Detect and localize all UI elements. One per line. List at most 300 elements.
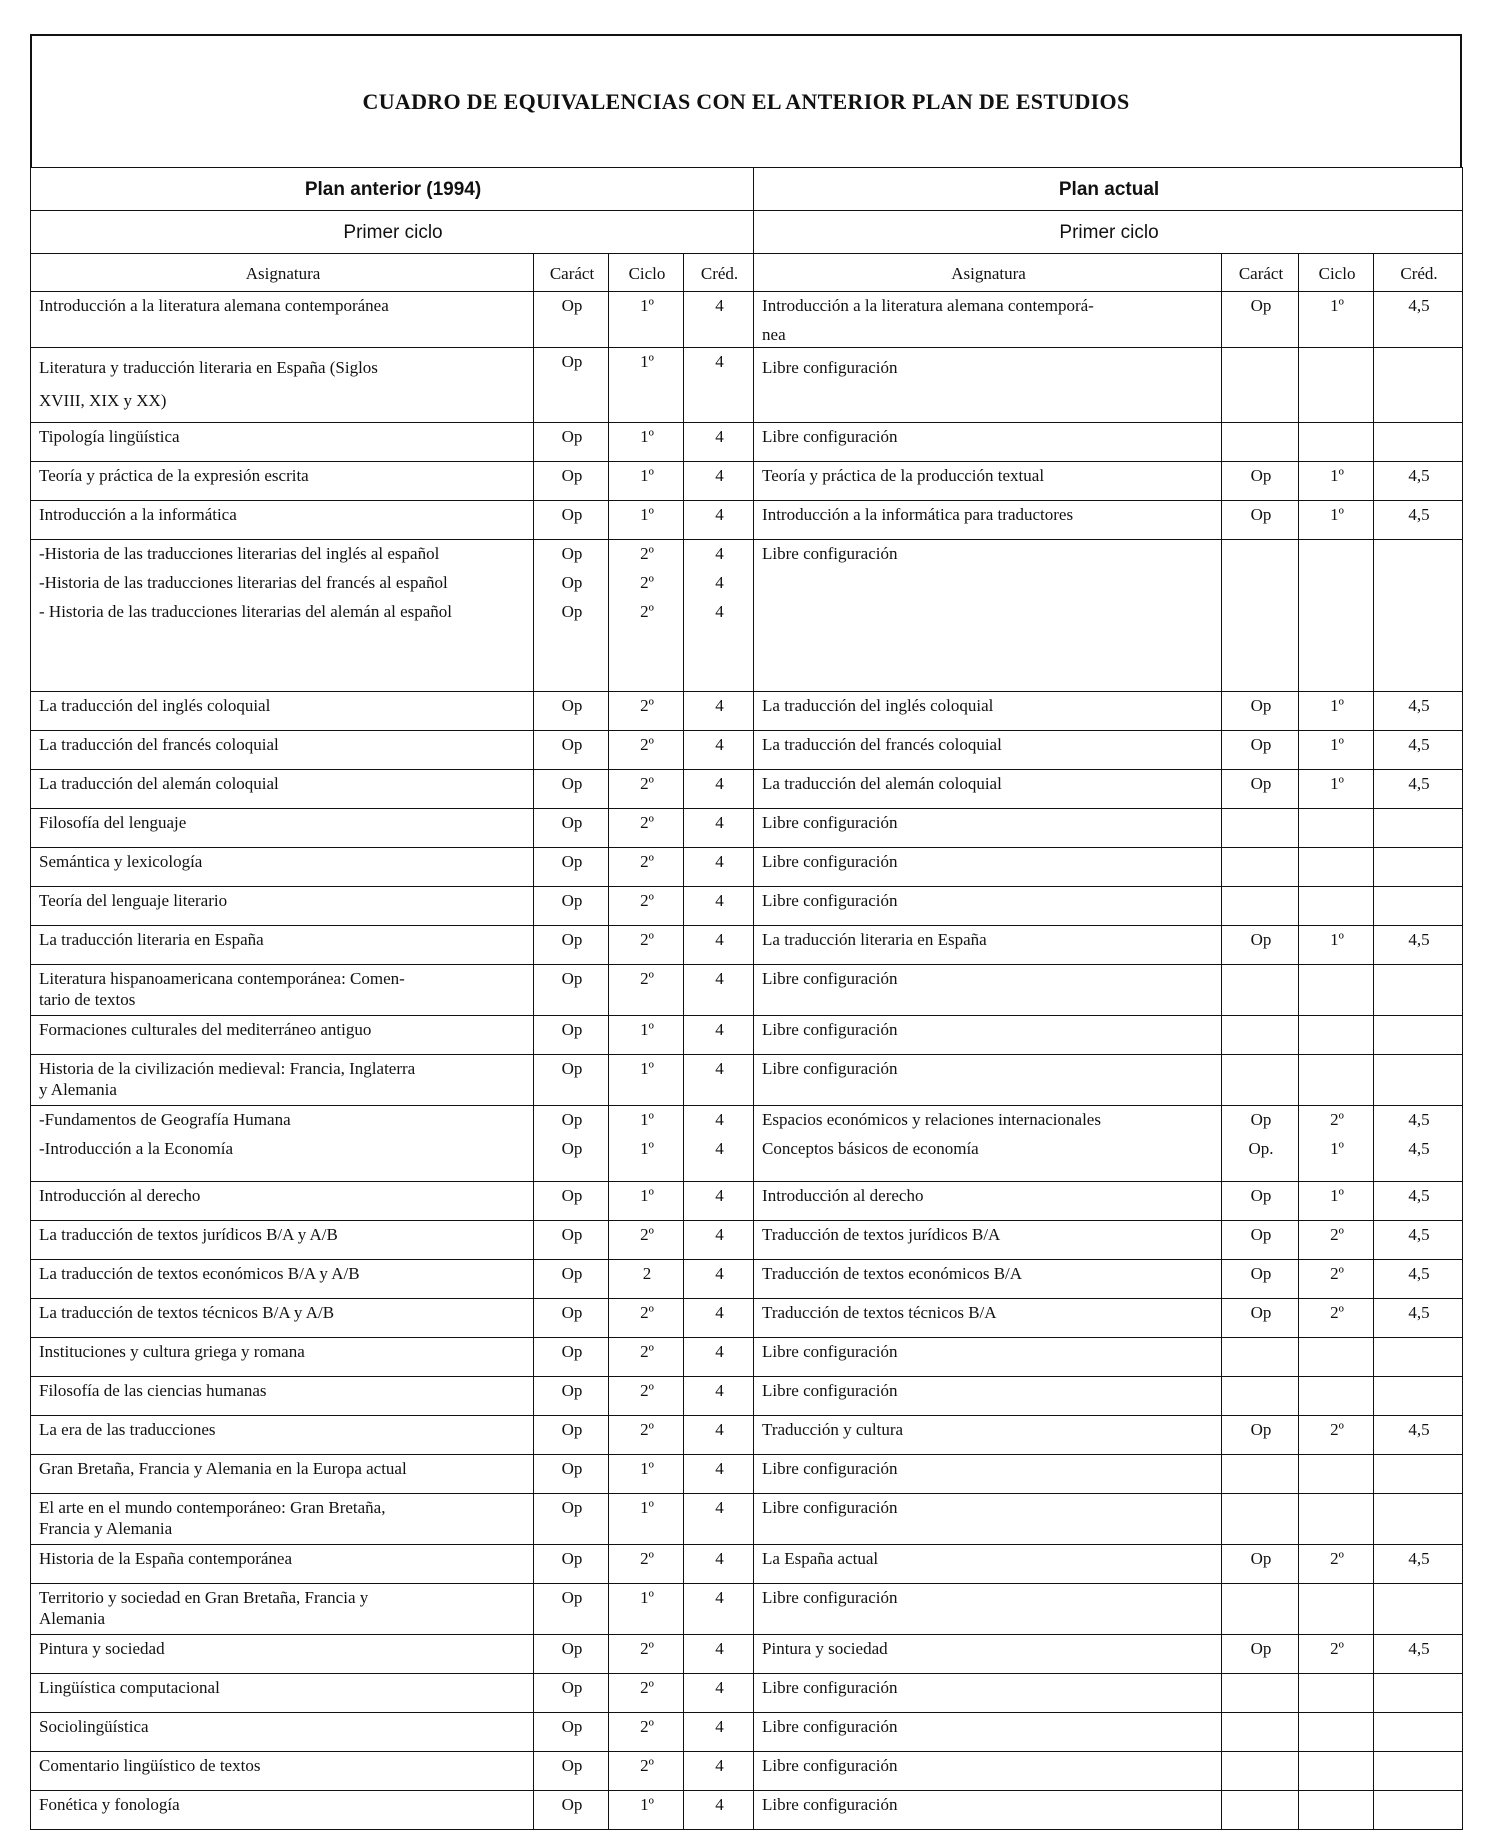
cred-old-cell xyxy=(684,1055,754,1106)
subject-old-text: Instituciones y cultura griega y romana xyxy=(39,1342,305,1361)
ciclo-old-text: 1º xyxy=(640,1139,654,1158)
ciclo-new-text: 1º xyxy=(1330,774,1344,793)
table-row xyxy=(31,1338,1463,1377)
cred-new-text: 4,5 xyxy=(1408,1639,1430,1658)
caract-old-cell xyxy=(534,423,609,462)
caract-new-cell xyxy=(1222,1635,1299,1674)
subject-new-cell xyxy=(754,348,1222,423)
cred-old-cell xyxy=(684,423,754,462)
title-box xyxy=(30,34,1462,167)
subject-new-text: Libre configuración xyxy=(762,969,898,988)
line-gap xyxy=(692,564,747,572)
ciclo-new-cell xyxy=(1299,1221,1374,1260)
caract-new-text: Op xyxy=(1250,1186,1272,1205)
cred-new-text: 4,5 xyxy=(1408,1549,1430,1568)
caract-new-text: Op xyxy=(1250,505,1272,524)
cred-old-text: 4 xyxy=(715,1059,724,1078)
caract-new-cell xyxy=(1222,1260,1299,1299)
cred-new-cell xyxy=(1374,1299,1463,1338)
subject-new-text: La España actual xyxy=(762,1549,879,1568)
ciclo-old-text: 1º xyxy=(640,427,654,446)
caract-old-text: Op xyxy=(561,1459,583,1478)
table-row xyxy=(31,1416,1463,1455)
ciclo-old-cell xyxy=(609,1338,684,1377)
subject-old-text: El arte en el mundo contemporáneo: Gran Bretaña, xyxy=(39,1498,386,1517)
caract-new-text: Op xyxy=(1250,296,1272,315)
caract-old-cell xyxy=(534,1377,609,1416)
ciclo-new-text: 1º xyxy=(1330,735,1344,754)
caract-old-cell xyxy=(534,731,609,770)
cred-old-text: 4 xyxy=(715,1678,724,1697)
table-row xyxy=(31,1377,1463,1416)
subject-old-text: -Historia de las traducciones literarias del francés al español xyxy=(39,573,448,592)
ciclo-new-cell xyxy=(1299,692,1374,731)
subject-new-text: Libre configuración xyxy=(762,1342,898,1361)
caract-old-text: Op xyxy=(561,735,583,754)
cred-new-text: 4,5 xyxy=(1408,1225,1430,1244)
caract-old-cell xyxy=(534,692,609,731)
cred-old-cell xyxy=(684,1752,754,1791)
cred-old-cell xyxy=(684,770,754,809)
cred-new-cell xyxy=(1374,965,1463,1016)
cred-new-text: 4,5 xyxy=(1408,1420,1430,1439)
caract-old-text: Op xyxy=(561,1110,583,1129)
subject-new-cell xyxy=(754,1377,1222,1416)
table-row xyxy=(31,1791,1463,1830)
ciclo-old-text: 2 xyxy=(642,1264,652,1283)
subject-new-text: Libre configuración xyxy=(762,1498,898,1517)
subject-old-text: Comentario lingüístico de textos xyxy=(39,1756,261,1775)
ciclo-old-text: 2º xyxy=(640,602,654,621)
cycle-new-header: Primer ciclo xyxy=(754,211,1463,254)
subject-old-cell xyxy=(31,1016,534,1055)
cred-new-text: 4,5 xyxy=(1408,1303,1430,1322)
ciclo-new-cell xyxy=(1299,540,1374,692)
subject-old-cell xyxy=(31,692,534,731)
caract-old-text: Op xyxy=(561,1588,583,1607)
subject-new-cell xyxy=(754,1584,1222,1635)
subject-old-text: Historia de la España contemporánea xyxy=(39,1549,293,1568)
subject-old-text: Historia de la civilización medieval: Francia, Inglaterra xyxy=(39,1059,416,1078)
subject-new-cell xyxy=(754,1713,1222,1752)
caract-old-text: Op xyxy=(561,1756,583,1775)
caract-new-cell xyxy=(1222,540,1299,692)
subject-new-cell xyxy=(754,1260,1222,1299)
cred-new-text: 4,5 xyxy=(1408,930,1430,949)
ciclo-new-cell xyxy=(1299,292,1374,348)
table-row xyxy=(31,770,1463,809)
ciclo-old-text: 2º xyxy=(640,1420,654,1439)
ciclo-old-text: 1º xyxy=(640,1588,654,1607)
subject-old-cell xyxy=(31,462,534,501)
line-gap xyxy=(762,1130,1215,1138)
cred-old-text: 4 xyxy=(715,1756,724,1775)
caract-new-cell xyxy=(1222,1494,1299,1545)
cred-old-cell xyxy=(684,1494,754,1545)
subject-old-text: Teoría del lenguaje literario xyxy=(39,891,228,910)
ciclo-new-text: 1º xyxy=(1330,930,1344,949)
cred-new-cell xyxy=(1374,731,1463,770)
caract-old-cell xyxy=(534,501,609,540)
cred-old-text: 4 xyxy=(715,1186,724,1205)
subject-old-cell xyxy=(31,1674,534,1713)
caract-new-cell xyxy=(1222,770,1299,809)
subject-old-cell xyxy=(31,1260,534,1299)
ciclo-new-cell xyxy=(1299,1674,1374,1713)
ciclo-old-cell xyxy=(609,848,684,887)
caract-new-cell xyxy=(1222,809,1299,848)
ciclo-new-cell xyxy=(1299,1377,1374,1416)
caract-old-cell xyxy=(534,1635,609,1674)
cred-new-cell xyxy=(1374,887,1463,926)
cred-old-cell xyxy=(684,1016,754,1055)
ciclo-old-cell xyxy=(609,1713,684,1752)
subject-new-text: Teoría y práctica de la producción textual xyxy=(762,466,1045,485)
cred-old-cell xyxy=(684,965,754,1016)
subject-old-cell xyxy=(31,848,534,887)
cred-new-text: 4,5 xyxy=(1408,1110,1430,1129)
cred-new-text: 4,5 xyxy=(1408,1139,1430,1158)
table-row xyxy=(31,540,1463,692)
subject-old-cell xyxy=(31,1791,534,1830)
ciclo-old-cell xyxy=(609,1260,684,1299)
caract-old-cell xyxy=(534,887,609,926)
subject-new-text: Traducción y cultura xyxy=(762,1420,904,1439)
cred-old-text: 4 xyxy=(715,735,724,754)
ciclo-new-cell xyxy=(1299,1752,1374,1791)
subject-old-cell xyxy=(31,1221,534,1260)
cred-new-cell xyxy=(1374,1455,1463,1494)
table-row xyxy=(31,1221,1463,1260)
cred-new-cell xyxy=(1374,292,1463,348)
ciclo-new-cell xyxy=(1299,423,1374,462)
subject-old-text: Fonética y fonología xyxy=(39,1795,180,1814)
ciclo-new-text: 2º xyxy=(1330,1420,1344,1439)
ciclo-old-text: 2º xyxy=(640,813,654,832)
subject-old-text: Literatura y traducción literaria en España (Siglos xyxy=(39,358,378,377)
subject-old-cell xyxy=(31,1182,534,1221)
caract-old-cell xyxy=(534,1674,609,1713)
subject-new-text: Libre configuración xyxy=(762,1381,898,1400)
cred-new-cell xyxy=(1374,462,1463,501)
subject-old-text: tario de textos xyxy=(39,990,136,1009)
subject-old-cell xyxy=(31,1416,534,1455)
table-row xyxy=(31,1545,1463,1584)
caract-new-cell xyxy=(1222,1752,1299,1791)
caract-old-text: Op xyxy=(561,544,583,563)
ciclo-old-cell xyxy=(609,348,684,423)
subject-old-cell xyxy=(31,423,534,462)
ciclo-new-cell xyxy=(1299,1635,1374,1674)
caract-old-cell xyxy=(534,965,609,1016)
caract-old-text: Op xyxy=(561,774,583,793)
caract-new-cell xyxy=(1222,1455,1299,1494)
subject-old-cell xyxy=(31,926,534,965)
subject-new-text: La traducción del inglés coloquial xyxy=(762,696,994,715)
cred-new-cell xyxy=(1374,1016,1463,1055)
subject-old-cell xyxy=(31,1106,534,1182)
cred-old-cell xyxy=(684,1584,754,1635)
subject-new-cell xyxy=(754,1635,1222,1674)
ciclo-old-cell xyxy=(609,540,684,692)
ciclo-old-cell xyxy=(609,770,684,809)
cred-old-cell xyxy=(684,1545,754,1584)
ciclo-new-cell xyxy=(1299,348,1374,423)
caract-old-text: Op xyxy=(561,1420,583,1439)
cred-old-text: 4 xyxy=(715,1139,724,1158)
ciclo-old-cell xyxy=(609,1055,684,1106)
ciclo-old-text: 2º xyxy=(640,774,654,793)
ciclo-old-text: 2º xyxy=(640,969,654,988)
ciclo-new-cell xyxy=(1299,848,1374,887)
caract-old-text: Op xyxy=(561,602,583,621)
subject-new-text: Libre configuración xyxy=(762,544,898,563)
caract-old-text: Op xyxy=(561,1139,583,1158)
subject-new-text: Libre configuración xyxy=(762,1717,898,1736)
ciclo-new-cell xyxy=(1299,770,1374,809)
subject-old-text: La traducción literaria en España xyxy=(39,930,264,949)
cred-old-text: 4 xyxy=(715,1342,724,1361)
caract-old-text: Op xyxy=(561,1303,583,1322)
caract-new-cell xyxy=(1222,1584,1299,1635)
ciclo-old-cell xyxy=(609,887,684,926)
ciclo-old-text: 2º xyxy=(640,544,654,563)
caract-new-cell xyxy=(1222,1221,1299,1260)
ciclo-old-cell xyxy=(609,423,684,462)
cred-old-cell xyxy=(684,1713,754,1752)
caract-old-text: Op xyxy=(561,696,583,715)
cred-new-cell xyxy=(1374,1182,1463,1221)
cred-new-cell xyxy=(1374,1416,1463,1455)
cred-old-text: 4 xyxy=(715,1264,724,1283)
col-header-ciclo-old: Ciclo xyxy=(609,254,684,292)
ciclo-old-text: 1º xyxy=(640,1498,654,1517)
subject-new-text: Espacios económicos y relaciones internacionales xyxy=(762,1110,1101,1129)
caract-old-text: Op xyxy=(561,573,583,592)
table-row xyxy=(31,1182,1463,1221)
equivalence-table xyxy=(30,167,1463,1830)
subject-new-text: Traducción de textos técnicos B/A xyxy=(762,1303,997,1322)
cred-old-cell xyxy=(684,887,754,926)
subject-new-text: Introducción a la informática para traductores xyxy=(762,505,1074,524)
subject-new-cell xyxy=(754,1299,1222,1338)
col-header-cred-new: Créd. xyxy=(1374,254,1463,292)
table-row xyxy=(31,1713,1463,1752)
caract-new-cell xyxy=(1222,462,1299,501)
ciclo-new-text: 1º xyxy=(1330,696,1344,715)
table-row xyxy=(31,1752,1463,1791)
subject-old-cell xyxy=(31,770,534,809)
caract-old-text: Op xyxy=(561,1225,583,1244)
caract-old-text: Op xyxy=(561,1342,583,1361)
cred-new-cell xyxy=(1374,1635,1463,1674)
caract-new-cell xyxy=(1222,1016,1299,1055)
document-title: CUADRO DE EQUIVALENCIAS CON EL ANTERIOR PLAN DE ESTUDIOS xyxy=(362,88,1130,114)
caract-old-cell xyxy=(534,770,609,809)
cred-new-cell xyxy=(1374,1791,1463,1830)
caract-old-cell xyxy=(534,1545,609,1584)
col-header-asignatura-old: Asignatura xyxy=(31,254,534,292)
cred-old-cell xyxy=(684,540,754,692)
caract-old-cell xyxy=(534,1260,609,1299)
subject-new-text: Traducción de textos jurídicos B/A xyxy=(762,1225,1001,1244)
document-page xyxy=(30,34,1462,1830)
cred-new-cell xyxy=(1374,1221,1463,1260)
ciclo-old-cell xyxy=(609,1455,684,1494)
caract-old-text: Op xyxy=(561,1186,583,1205)
subject-new-text: Introducción a la literatura alemana contemporá- xyxy=(762,296,1094,315)
subject-old-text: Teoría y práctica de la expresión escrita xyxy=(39,466,309,485)
subject-old-text: La traducción del alemán coloquial xyxy=(39,774,279,793)
subject-new-text: Libre configuración xyxy=(762,891,898,910)
ciclo-old-cell xyxy=(609,292,684,348)
subject-old-text: Territorio y sociedad en Gran Bretaña, Francia y xyxy=(39,1588,369,1607)
table-row xyxy=(31,1299,1463,1338)
caract-new-cell xyxy=(1222,1674,1299,1713)
caract-old-cell xyxy=(534,1455,609,1494)
ciclo-new-cell xyxy=(1299,1055,1374,1106)
subject-new-cell xyxy=(754,1545,1222,1584)
ciclo-new-cell xyxy=(1299,926,1374,965)
subject-new-text: Libre configuración xyxy=(762,358,898,377)
ciclo-old-text: 2º xyxy=(640,696,654,715)
cred-old-cell xyxy=(684,1455,754,1494)
caract-old-cell xyxy=(534,1713,609,1752)
subject-new-text: Libre configuración xyxy=(762,1588,898,1607)
cred-old-cell xyxy=(684,1106,754,1182)
subject-old-text: Filosofía del lenguaje xyxy=(39,813,187,832)
ciclo-old-cell xyxy=(609,1752,684,1791)
table-row xyxy=(31,887,1463,926)
line-gap xyxy=(692,593,747,601)
caract-old-cell xyxy=(534,848,609,887)
subject-old-text: La traducción de textos jurídicos B/A y A/B xyxy=(39,1225,338,1244)
subject-new-text: Libre configuración xyxy=(762,852,898,871)
subject-new-cell xyxy=(754,292,1222,348)
caract-new-cell xyxy=(1222,1545,1299,1584)
caract-old-text: Op xyxy=(561,852,583,871)
cred-new-cell xyxy=(1374,692,1463,731)
caract-old-cell xyxy=(534,809,609,848)
cred-new-cell xyxy=(1374,1377,1463,1416)
cred-old-text: 4 xyxy=(715,1549,724,1568)
ciclo-new-text: 2º xyxy=(1330,1110,1344,1129)
subject-old-text: -Fundamentos de Geografía Humana xyxy=(39,1110,291,1129)
line-gap xyxy=(692,1130,747,1138)
ciclo-new-cell xyxy=(1299,462,1374,501)
cred-new-cell xyxy=(1374,1260,1463,1299)
col-header-ciclo-new: Ciclo xyxy=(1299,254,1374,292)
subject-old-cell xyxy=(31,501,534,540)
caract-new-cell xyxy=(1222,965,1299,1016)
ciclo-old-text: 1º xyxy=(640,505,654,524)
cred-old-text: 4 xyxy=(715,573,724,592)
subject-new-cell xyxy=(754,848,1222,887)
table-row xyxy=(31,292,1463,348)
table-row xyxy=(31,348,1463,423)
cred-new-text: 4,5 xyxy=(1408,1264,1430,1283)
cred-old-text: 4 xyxy=(715,1795,724,1814)
caract-new-cell xyxy=(1222,1055,1299,1106)
ciclo-old-cell xyxy=(609,1106,684,1182)
caract-new-cell xyxy=(1222,1182,1299,1221)
subject-new-cell xyxy=(754,1752,1222,1791)
caract-old-cell xyxy=(534,1584,609,1635)
cred-old-text: 4 xyxy=(715,1639,724,1658)
ciclo-old-cell xyxy=(609,1377,684,1416)
cred-old-cell xyxy=(684,809,754,848)
subject-new-text: Traducción de textos económicos B/A xyxy=(762,1264,1023,1283)
caract-old-cell xyxy=(534,292,609,348)
subject-old-cell xyxy=(31,1377,534,1416)
subject-old-cell xyxy=(31,1338,534,1377)
caract-old-cell xyxy=(534,1338,609,1377)
table-body xyxy=(31,292,1463,1830)
caract-old-text: Op xyxy=(561,930,583,949)
caract-old-cell xyxy=(534,540,609,692)
caract-old-text: Op xyxy=(561,1059,583,1078)
cred-new-text: 4,5 xyxy=(1408,296,1430,315)
subject-new-cell xyxy=(754,887,1222,926)
ciclo-old-text: 1º xyxy=(640,1020,654,1039)
cred-new-cell xyxy=(1374,501,1463,540)
ciclo-new-text: 2º xyxy=(1330,1639,1344,1658)
ciclo-old-text: 2º xyxy=(640,891,654,910)
subject-new-text: Libre configuración xyxy=(762,1756,898,1775)
cred-old-cell xyxy=(684,1635,754,1674)
caract-old-text: Op xyxy=(561,1717,583,1736)
table-row xyxy=(31,692,1463,731)
plan-new-header: Plan actual xyxy=(754,168,1463,211)
subject-old-text: XVIII, XIX y XX) xyxy=(39,391,167,410)
subject-old-cell xyxy=(31,1455,534,1494)
caract-new-cell xyxy=(1222,1416,1299,1455)
caract-new-cell xyxy=(1222,848,1299,887)
subject-old-text: Introducción a la informática xyxy=(39,505,237,524)
col-header-caract-old: Carác​t xyxy=(534,254,609,292)
cred-old-text: 4 xyxy=(715,891,724,910)
ciclo-old-text: 2º xyxy=(640,1756,654,1775)
ciclo-new-cell xyxy=(1299,1016,1374,1055)
cred-new-cell xyxy=(1374,848,1463,887)
subject-new-text: La traducción literaria en España xyxy=(762,930,987,949)
table-row xyxy=(31,423,1463,462)
ciclo-old-cell xyxy=(609,1494,684,1545)
subject-old-text: La traducción del inglés coloquial xyxy=(39,696,271,715)
subject-old-cell xyxy=(31,1299,534,1338)
ciclo-new-text: 1º xyxy=(1330,505,1344,524)
subject-old-cell xyxy=(31,1055,534,1106)
line-gap xyxy=(617,1130,677,1138)
subject-old-text: La traducción del francés coloquial xyxy=(39,735,279,754)
ciclo-old-text: 2º xyxy=(640,852,654,871)
subject-old-text: Formaciones culturales del mediterráneo antiguo xyxy=(39,1020,372,1039)
table-row xyxy=(31,462,1463,501)
caract-new-text: Op xyxy=(1250,1303,1272,1322)
subject-old-text: La traducción de textos económicos B/A y A/B xyxy=(39,1264,360,1283)
ciclo-old-text: 1º xyxy=(640,296,654,315)
line-gap xyxy=(39,564,527,572)
subject-new-cell xyxy=(754,1182,1222,1221)
caract-new-cell xyxy=(1222,1791,1299,1830)
cred-new-cell xyxy=(1374,1674,1463,1713)
table-row xyxy=(31,809,1463,848)
ciclo-new-cell xyxy=(1299,1260,1374,1299)
subject-old-text: La traducción de textos técnicos B/A y A/B xyxy=(39,1303,335,1322)
caract-old-text: Op xyxy=(561,1678,583,1697)
caract-old-text: Op xyxy=(561,1549,583,1568)
cred-old-text: 4 xyxy=(715,296,724,315)
